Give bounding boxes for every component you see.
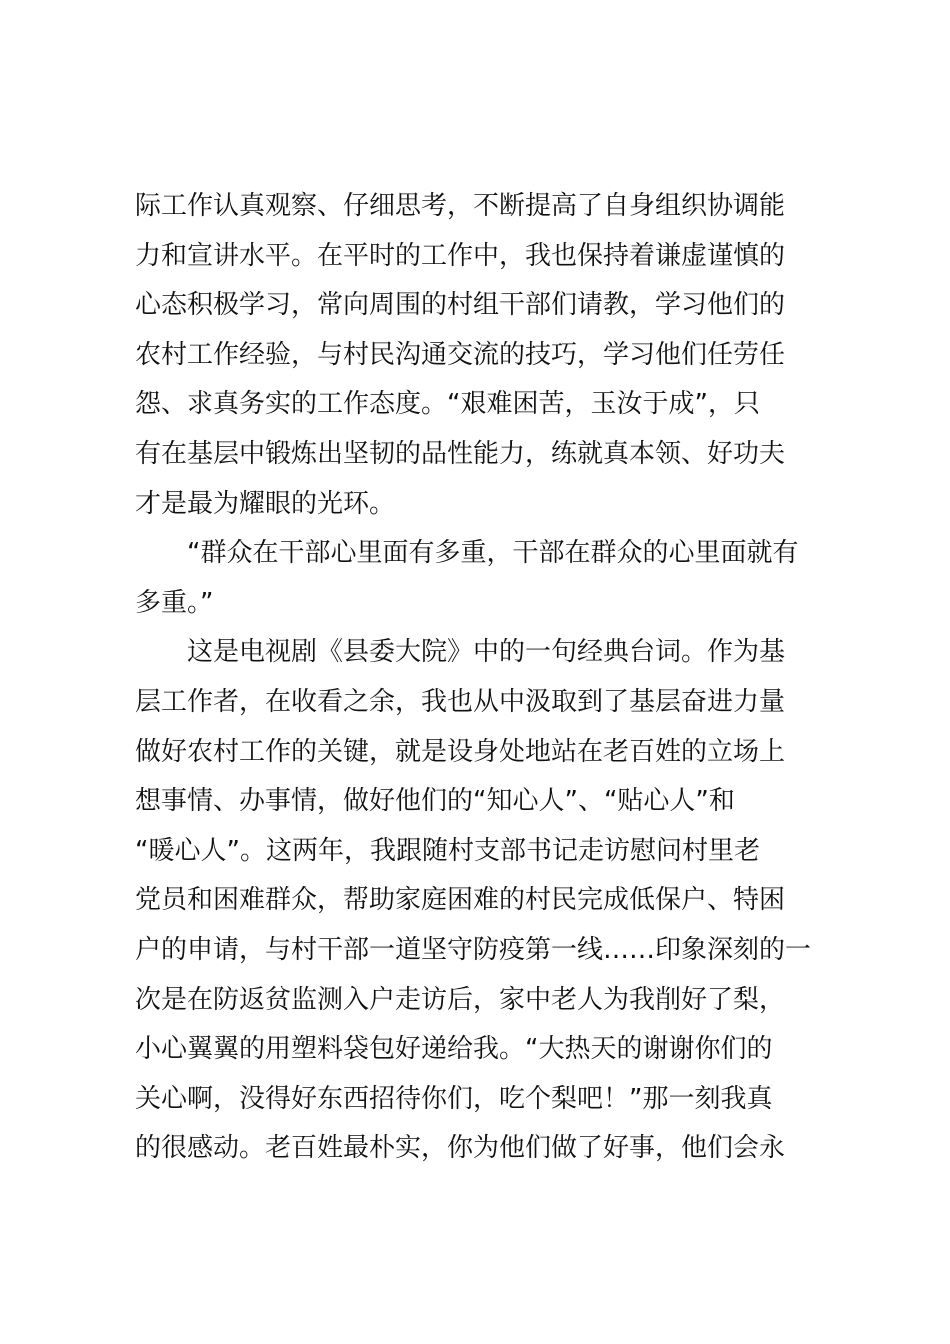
text-line: 农村工作经验，与村民沟通交流的技巧，学习他们任劳任 bbox=[135, 339, 786, 370]
text-line: 才是最为耀眼的光环。 bbox=[135, 488, 396, 519]
text-line: “暖心人”。这两年，我跟随村支部书记走访慰问村里老 bbox=[135, 835, 760, 866]
text-line: 关心啊，没得好东西招待你们，吃个梨吧！”那一刻我真 bbox=[135, 1083, 773, 1114]
text-line: 际工作认真观察、仔细思考，不断提高了自身组织协调能 bbox=[135, 191, 786, 221]
text-line: 的很感动。老百姓最朴实，你为他们做了好事，他们会永 bbox=[135, 1133, 786, 1164]
text-line: 怨、求真务实的工作态度。“艰难困苦，玉汝于成”，只 bbox=[135, 389, 760, 420]
text-line: 力和宣讲水平。在平时的工作中，我也保持着谦虚谨慎的 bbox=[135, 240, 786, 271]
text-line: 多重。” bbox=[135, 587, 214, 618]
text-line: 层工作者，在收看之余，我也从中汲取到了基层奋进力量 bbox=[135, 686, 786, 717]
text-line: 户的申请，与村干部一道坚守防疫第一线……印象深刻的一 bbox=[135, 934, 812, 965]
text-line: 做好农村工作的关键，就是设身处地站在老百姓的立场上 bbox=[135, 736, 786, 767]
text-line: 想事情、办事情，做好他们的“知心人”、“贴心人”和 bbox=[135, 786, 735, 817]
paragraph-start-line: “群众在干部心里面有多重，干部在群众的心里面就有 bbox=[187, 538, 799, 569]
text-line: 党员和困难群众，帮助家庭困难的村民完成低保户、特困 bbox=[135, 885, 786, 916]
text-line: 心态积极学习，常向周围的村组干部们请教，学习他们的 bbox=[135, 290, 786, 321]
text-line: 有在基层中锻炼出坚韧的品性能力，练就真本领、好功夫 bbox=[135, 438, 786, 469]
text-line: 次是在防返贫监测入户走访后，家中老人为我削好了梨， bbox=[135, 984, 786, 1015]
document-text bbox=[135, 182, 847, 1174]
paragraph-start-line: 这是电视剧《县委大院》中的一句经典台词。作为基 bbox=[187, 637, 786, 668]
text-line: 小心翼翼的用塑料袋包好递给我。“大热天的谢谢你们的 bbox=[135, 1034, 773, 1065]
